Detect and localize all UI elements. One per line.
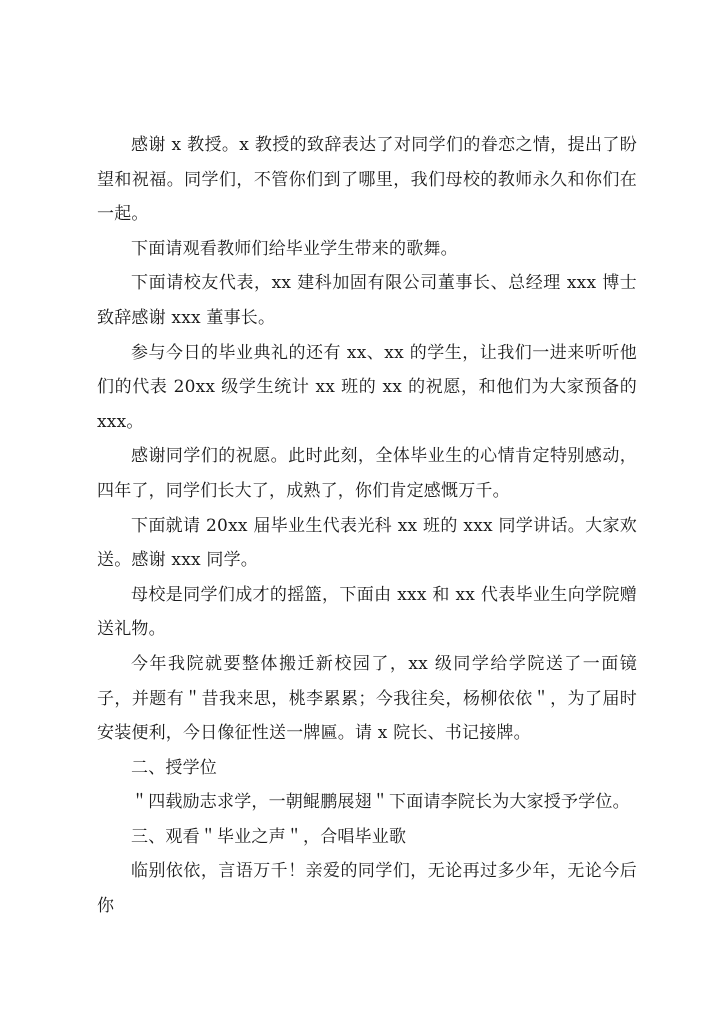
paragraph-mirror-plaque: 今年我院就要整体搬迁新校园了，xx 级同学给学院送了一面镜子，并题有＂昔我来思，桃李累累；今我往矣，杨柳依依＂，为了届时安装便利，今日像征性送一牌匾。请 x 院长、书记接牌。 <box>97 653 637 744</box>
paragraph-thanks-professor: 感谢 x 教授。x 教授的致辞表达了对同学们的眷恋之情，提出了盼望和祝福。同学们，不管你们到了哪里，我们母校的教师永久和你们在一起。 <box>97 135 637 225</box>
document-body <box>97 128 637 924</box>
paragraph-gift-presentation: 母校是同学们成才的摇篮，下面由 xxx 和 xx 代表毕业生向学院赠送礼物。 <box>97 584 637 640</box>
paragraph-farewell: 临别依依，言语万千！亲爱的同学们，无论再过多少年，无论今后你 <box>97 861 637 917</box>
paragraph-student-blessings: 参与今日的毕业典礼的还有 xx、xx 的学生，让我们一进来听听他们的代表 20xx 级学生统计 xx 班的 xx 的祝愿，和他们为大家预备的 xxx。 <box>97 342 637 432</box>
section-heading-degrees: 二、授学位 <box>131 757 217 778</box>
paragraph-graduate-speech: 下面就请 20xx 届毕业生代表光科 xx 班的 xxx 同学讲话。大家欢送。感谢 xxx 同学。 <box>97 515 637 571</box>
paragraph-graduates-emotion: 感谢同学们的祝愿。此时此刻，全体毕业生的心情肯定特别感动，四年了，同学们长大了，成熟了，你们肯定感慨万千。 <box>97 446 637 501</box>
section-heading-graduation-song: 三、观看＂毕业之声＂，合唱毕业歌 <box>131 826 407 847</box>
paragraph-degree-conferral: ＂四载励志求学，一朝鲲鹏展翅＂下面请李院长为大家授予学位。 <box>131 792 630 813</box>
paragraph-teachers-dance: 下面请观看教师们给毕业学生带来的歌舞。 <box>131 238 458 259</box>
paragraph-alumni-representative: 下面请校友代表，xx 建科加固有限公司董事长、总经理 xxx 博士致辞感谢 xxx 董事长。 <box>97 273 637 328</box>
